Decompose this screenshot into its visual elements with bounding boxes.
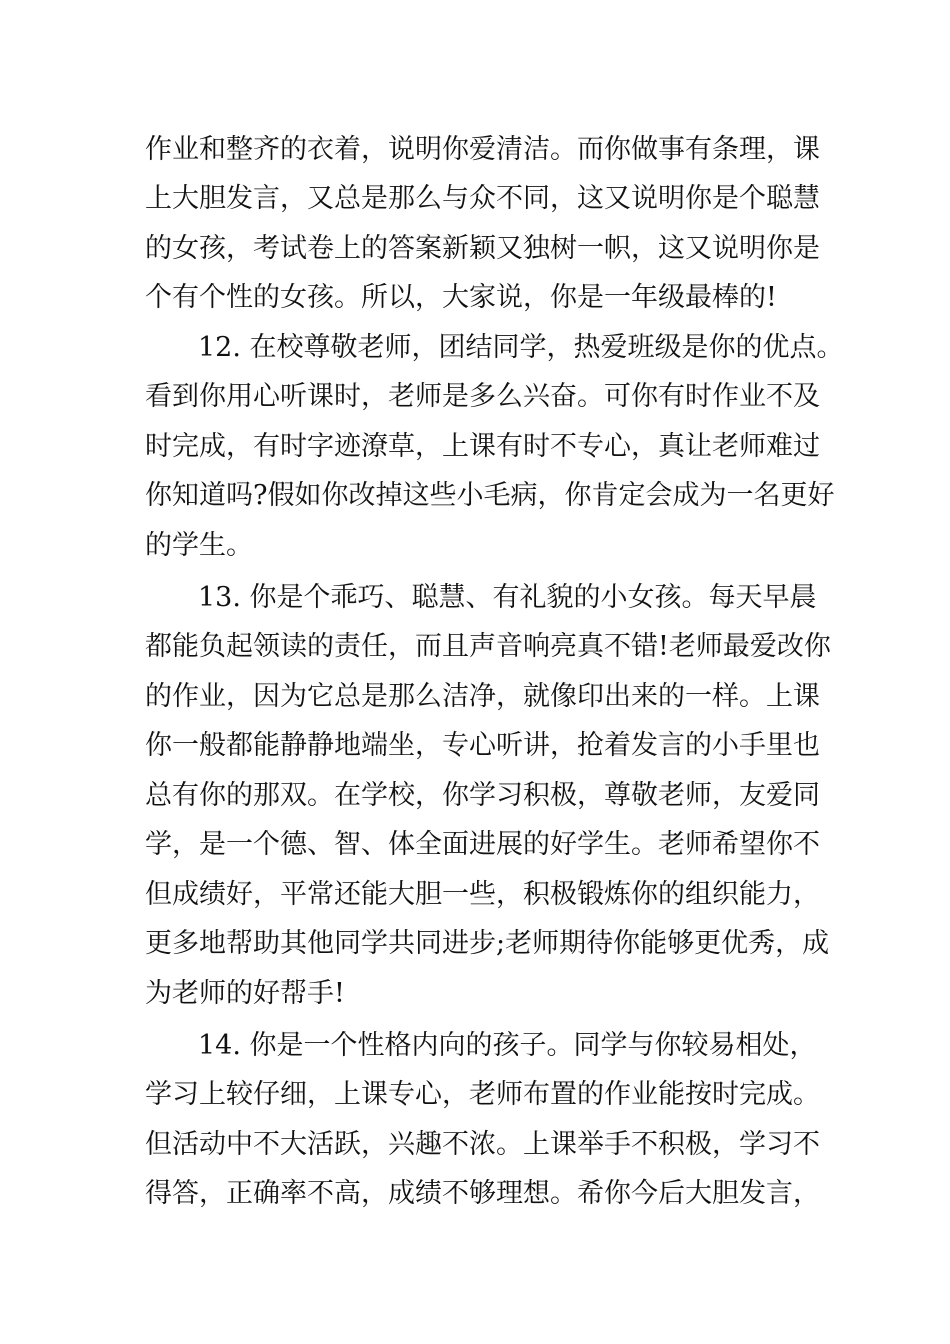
- text-line: 你一般都能静静地端坐，专心听讲，抢着发言的小手里也: [145, 730, 820, 761]
- text-line: 为老师的好帮手!: [145, 978, 345, 1009]
- text-line: 得答，正确率不高，成绩不够理想。希你今后大胆发言，: [145, 1178, 820, 1209]
- text-line: 作业和整齐的衣着，说明你爱清洁。而你做事有条理，课: [145, 134, 820, 165]
- text-line: 的学生。: [145, 530, 253, 561]
- text-line: 但成绩好，平常还能大胆一些，积极锻炼你的组织能力，: [145, 879, 820, 910]
- text-line: 的作业，因为它总是那么洁净，就像印出来的一样。上课: [145, 681, 820, 712]
- text-line: 你知道吗?假如你改掉这些小毛病，你肯定会成为一名更好: [145, 480, 835, 511]
- text-line: 更多地帮助其他同学共同进步;老师期待你能够更优秀，成: [145, 928, 830, 959]
- text-line: 的女孩，考试卷上的答案新颖又独树一帜，这又说明你是: [145, 233, 820, 264]
- text-line: 总有你的那双。在学校，你学习积极，尊敬老师，友爱同: [145, 780, 820, 811]
- item-14-heading-line: 14. 你是一个性格内向的孩子。同学与你较易相处，: [198, 1030, 817, 1061]
- text-line: 时完成，有时字迹潦草，上课有时不专心，真让老师难过: [145, 431, 820, 462]
- text-line: 上大胆发言，又总是那么与众不同，这又说明你是个聪慧: [145, 183, 820, 214]
- text-line: 都能负起领读的责任，而且声音响亮真不错!老师最爱改你: [145, 631, 831, 662]
- text-line: 看到你用心听课时，老师是多么兴奋。可你有时作业不及: [145, 381, 820, 412]
- item-12-heading-line: 12. 在校尊敬老师，团结同学，热爱班级是你的优点。: [198, 332, 844, 363]
- text-line: 但活动中不大活跃，兴趣不浓。上课举手不积极，学习不: [145, 1129, 820, 1160]
- text-line: 个有个性的女孩。所以，大家说，你是一年级最棒的!: [145, 282, 777, 313]
- item-13-heading-line: 13. 你是个乖巧、聪慧、有礼貌的小女孩。每天早晨: [198, 582, 817, 613]
- text-line: 学，是一个德、智、体全面进展的好学生。老师希望你不: [145, 829, 820, 860]
- text-line: 学习上较仔细，上课专心，老师布置的作业能按时完成。: [145, 1079, 820, 1110]
